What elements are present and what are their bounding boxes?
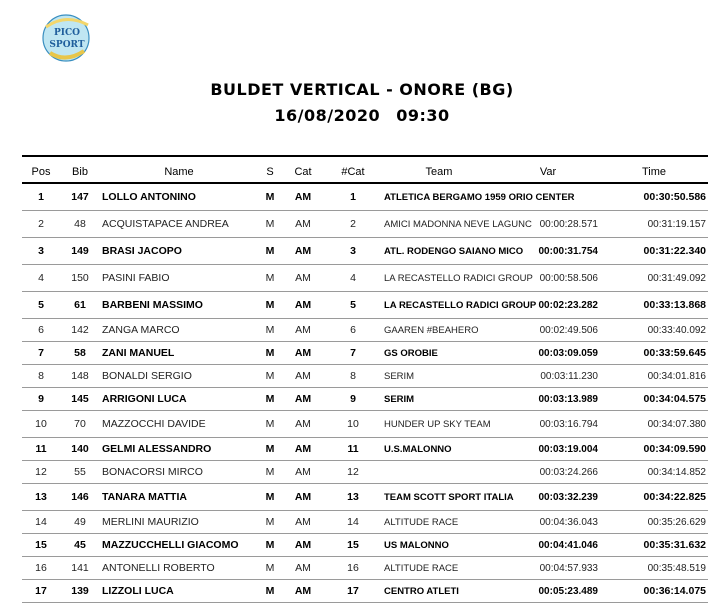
catpos-cell: 2 <box>324 211 382 238</box>
col-header-var: Var <box>496 162 600 183</box>
time-cell: 00:35:26.629 <box>600 511 708 534</box>
cat-cell: AM <box>282 511 324 534</box>
bib-cell: 48 <box>60 211 100 238</box>
team-cell: ALTITUDE RACE <box>382 557 496 580</box>
name-cell: LIZZOLI LUCA <box>100 580 258 603</box>
table-row <box>22 461 708 484</box>
catpos-cell: 9 <box>324 388 382 411</box>
time-cell: 00:34:07.380 <box>600 411 708 438</box>
name-cell: ANTONELLI ROBERTO <box>100 557 258 580</box>
catpos-cell: 10 <box>324 411 382 438</box>
table-header-row <box>22 162 708 183</box>
col-header-name: Name <box>100 162 258 183</box>
table-row <box>22 265 708 292</box>
time-cell: 00:31:49.092 <box>600 265 708 292</box>
bib-cell: 146 <box>60 484 100 511</box>
var-cell: 00:00:58.506 <box>496 265 600 292</box>
event-date: 16/08/2020 <box>274 106 381 125</box>
time-cell: 00:34:14.852 <box>600 461 708 484</box>
bib-cell: 141 <box>60 557 100 580</box>
var-cell: 00:02:49.506 <box>496 319 600 342</box>
cat-cell: AM <box>282 580 324 603</box>
pos-cell: 7 <box>22 342 60 365</box>
name-cell: ZANI MANUEL <box>100 342 258 365</box>
team-cell: U.S.MALONNO <box>382 438 496 461</box>
team-cell: ATLETICA BERGAMO 1959 ORIO CENTER <box>382 183 496 211</box>
table-row <box>22 238 708 265</box>
time-cell: 00:35:48.519 <box>600 557 708 580</box>
header-divider <box>22 155 708 157</box>
cat-cell: AM <box>282 411 324 438</box>
pico-sport-logo <box>36 7 102 67</box>
team-cell: GAAREN #BEAHERO <box>382 319 496 342</box>
pos-cell: 4 <box>22 265 60 292</box>
pos-cell: 14 <box>22 511 60 534</box>
results-body <box>22 183 708 603</box>
catpos-cell: 16 <box>324 557 382 580</box>
name-cell: BONACORSI MIRCO <box>100 461 258 484</box>
sex-cell: M <box>258 292 282 319</box>
bib-cell: 148 <box>60 365 100 388</box>
sex-cell: M <box>258 183 282 211</box>
pos-cell: 16 <box>22 557 60 580</box>
bib-cell: 150 <box>60 265 100 292</box>
catpos-cell: 11 <box>324 438 382 461</box>
time-cell: 00:34:04.575 <box>600 388 708 411</box>
col-header-catpos: #Cat <box>324 162 382 183</box>
table-row <box>22 388 708 411</box>
catpos-cell: 6 <box>324 319 382 342</box>
pos-cell: 2 <box>22 211 60 238</box>
cat-cell: AM <box>282 319 324 342</box>
col-header-sex: S <box>258 162 282 183</box>
cat-cell: AM <box>282 211 324 238</box>
catpos-cell: 4 <box>324 265 382 292</box>
time-cell: 00:34:22.825 <box>600 484 708 511</box>
var-cell: 00:02:23.282 <box>496 292 600 319</box>
time-cell: 00:36:14.075 <box>600 580 708 603</box>
time-cell: 00:34:09.590 <box>600 438 708 461</box>
sex-cell: M <box>258 211 282 238</box>
var-cell: 00:03:32.239 <box>496 484 600 511</box>
cat-cell: AM <box>282 484 324 511</box>
sex-cell: M <box>258 580 282 603</box>
name-cell: ARRIGONI LUCA <box>100 388 258 411</box>
team-cell: AMICI MADONNA NEVE LAGUNC <box>382 211 496 238</box>
team-cell: ALTITUDE RACE <box>382 511 496 534</box>
table-row <box>22 211 708 238</box>
catpos-cell: 1 <box>324 183 382 211</box>
cat-cell: AM <box>282 438 324 461</box>
table-row <box>22 292 708 319</box>
catpos-cell: 12 <box>324 461 382 484</box>
pos-cell: 10 <box>22 411 60 438</box>
var-cell: 00:03:19.004 <box>496 438 600 461</box>
results-table <box>22 162 708 603</box>
team-cell: ATL. RODENGO SAIANO MICO <box>382 238 496 265</box>
col-header-pos: Pos <box>22 162 60 183</box>
bib-cell: 139 <box>60 580 100 603</box>
name-cell: BONALDI SERGIO <box>100 365 258 388</box>
table-row <box>22 557 708 580</box>
bib-cell: 147 <box>60 183 100 211</box>
catpos-cell: 17 <box>324 580 382 603</box>
name-cell: GELMI ALESSANDRO <box>100 438 258 461</box>
team-cell <box>382 461 496 484</box>
logo-line2: SPORT <box>49 40 85 50</box>
name-cell: ZANGA MARCO <box>100 319 258 342</box>
var-cell: 00:03:16.794 <box>496 411 600 438</box>
sex-cell: M <box>258 534 282 557</box>
name-cell: PASINI FABIO <box>100 265 258 292</box>
table-row <box>22 342 708 365</box>
time-cell: 00:31:19.157 <box>600 211 708 238</box>
var-cell: 00:03:13.989 <box>496 388 600 411</box>
name-cell: MAZZUCCHELLI GIACOMO <box>100 534 258 557</box>
catpos-cell: 5 <box>324 292 382 319</box>
time-cell: 00:31:22.340 <box>600 238 708 265</box>
event-datetime <box>0 106 724 125</box>
team-cell: HUNDER UP SKY TEAM <box>382 411 496 438</box>
team-cell: CENTRO ATLETI <box>382 580 496 603</box>
catpos-cell: 13 <box>324 484 382 511</box>
cat-cell: AM <box>282 183 324 211</box>
cat-cell: AM <box>282 388 324 411</box>
time-cell: 00:33:40.092 <box>600 319 708 342</box>
pos-cell: 6 <box>22 319 60 342</box>
cat-cell: AM <box>282 342 324 365</box>
table-row <box>22 484 708 511</box>
sex-cell: M <box>258 411 282 438</box>
var-cell: 00:04:36.043 <box>496 511 600 534</box>
table-row <box>22 534 708 557</box>
col-header-time: Time <box>600 162 708 183</box>
time-cell: 00:34:01.816 <box>600 365 708 388</box>
pos-cell: 9 <box>22 388 60 411</box>
event-time: 09:30 <box>396 106 450 125</box>
pos-cell: 8 <box>22 365 60 388</box>
pos-cell: 3 <box>22 238 60 265</box>
catpos-cell: 7 <box>324 342 382 365</box>
sex-cell: M <box>258 238 282 265</box>
sex-cell: M <box>258 265 282 292</box>
table-row <box>22 580 708 603</box>
team-cell: SERIM <box>382 365 496 388</box>
var-cell: 00:03:24.266 <box>496 461 600 484</box>
pos-cell: 15 <box>22 534 60 557</box>
var-cell: 00:04:41.046 <box>496 534 600 557</box>
event-title: BULDET VERTICAL - ONORE (BG) <box>210 80 514 99</box>
sex-cell: M <box>258 557 282 580</box>
team-cell: LA RECASTELLO RADICI GROUP <box>382 265 496 292</box>
name-cell: ACQUISTAPACE ANDREA <box>100 211 258 238</box>
col-header-team: Team <box>382 162 496 183</box>
sex-cell: M <box>258 484 282 511</box>
var-cell: 00:03:11.230 <box>496 365 600 388</box>
pos-cell: 11 <box>22 438 60 461</box>
cat-cell: AM <box>282 534 324 557</box>
sex-cell: M <box>258 388 282 411</box>
bib-cell: 55 <box>60 461 100 484</box>
bib-cell: 49 <box>60 511 100 534</box>
col-header-bib: Bib <box>60 162 100 183</box>
time-cell: 00:35:31.632 <box>600 534 708 557</box>
name-cell: BRASI JACOPO <box>100 238 258 265</box>
sex-cell: M <box>258 511 282 534</box>
bib-cell: 145 <box>60 388 100 411</box>
team-cell: US MALONNO <box>382 534 496 557</box>
var-cell: 00:05:23.489 <box>496 580 600 603</box>
catpos-cell: 8 <box>324 365 382 388</box>
bib-cell: 140 <box>60 438 100 461</box>
bib-cell: 70 <box>60 411 100 438</box>
cat-cell: AM <box>282 265 324 292</box>
table-row <box>22 411 708 438</box>
time-cell: 00:30:50.586 <box>600 183 708 211</box>
catpos-cell: 3 <box>324 238 382 265</box>
team-cell: LA RECASTELLO RADICI GROUP <box>382 292 496 319</box>
bib-cell: 149 <box>60 238 100 265</box>
sex-cell: M <box>258 461 282 484</box>
var-cell: 00:03:09.059 <box>496 342 600 365</box>
bib-cell: 142 <box>60 319 100 342</box>
sex-cell: M <box>258 319 282 342</box>
bib-cell: 58 <box>60 342 100 365</box>
sex-cell: M <box>258 342 282 365</box>
var-cell: 00:00:31.754 <box>496 238 600 265</box>
bib-cell: 45 <box>60 534 100 557</box>
cat-cell: AM <box>282 557 324 580</box>
table-row <box>22 183 708 211</box>
team-cell: SERIM <box>382 388 496 411</box>
bib-cell: 61 <box>60 292 100 319</box>
pos-cell: 17 <box>22 580 60 603</box>
team-cell: TEAM SCOTT SPORT ITALIA <box>382 484 496 511</box>
var-cell: 00:04:57.933 <box>496 557 600 580</box>
name-cell: MERLINI MAURIZIO <box>100 511 258 534</box>
name-cell: BARBENI MASSIMO <box>100 292 258 319</box>
sex-cell: M <box>258 365 282 388</box>
cat-cell: AM <box>282 461 324 484</box>
table-row <box>22 511 708 534</box>
pos-cell: 5 <box>22 292 60 319</box>
table-row <box>22 319 708 342</box>
pos-cell: 1 <box>22 183 60 211</box>
var-cell: 00:00:28.571 <box>496 211 600 238</box>
time-cell: 00:33:59.645 <box>600 342 708 365</box>
team-cell: GS OROBIE <box>382 342 496 365</box>
name-cell: MAZZOCCHI DAVIDE <box>100 411 258 438</box>
cat-cell: AM <box>282 365 324 388</box>
time-cell: 00:33:13.868 <box>600 292 708 319</box>
pos-cell: 13 <box>22 484 60 511</box>
cat-cell: AM <box>282 292 324 319</box>
cat-cell: AM <box>282 238 324 265</box>
sex-cell: M <box>258 438 282 461</box>
pos-cell: 12 <box>22 461 60 484</box>
catpos-cell: 15 <box>324 534 382 557</box>
name-cell: LOLLO ANTONINO <box>100 183 258 211</box>
table-row <box>22 438 708 461</box>
catpos-cell: 14 <box>324 511 382 534</box>
table-row <box>22 365 708 388</box>
col-header-cat: Cat <box>282 162 324 183</box>
logo-line1: PICO <box>54 28 80 38</box>
name-cell: TANARA MATTIA <box>100 484 258 511</box>
